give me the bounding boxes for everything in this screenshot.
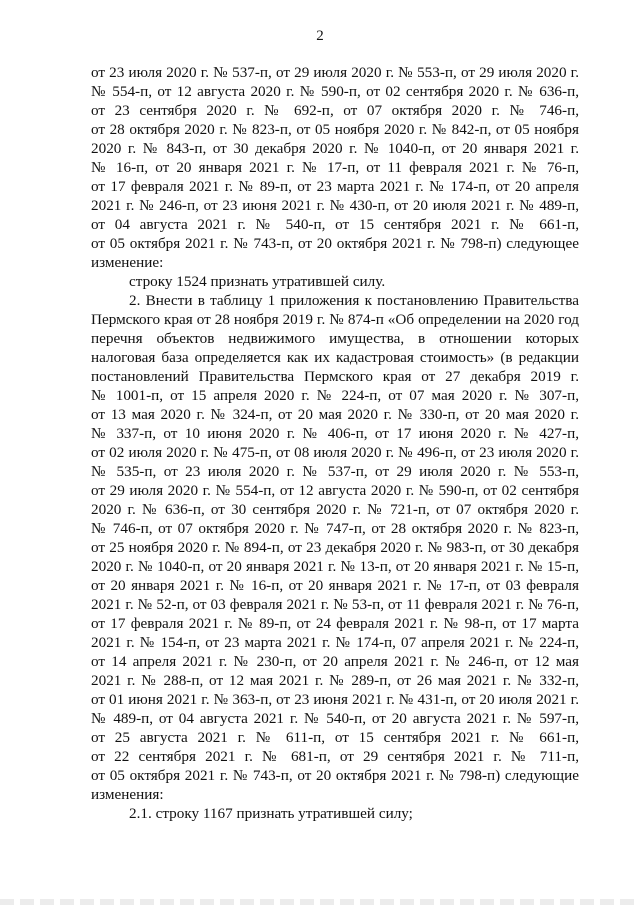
text-line: от 01 июня 2021 г. № 363-п, от 23 июня 2021 г. № 431-п, от 20 июля 2021 г. [91, 691, 579, 708]
text-line: изменение: [91, 254, 164, 271]
text-line: изменения: [91, 786, 164, 803]
document-body [91, 63, 579, 823]
text-line: от 23 сентября 2020 г. № 692-п, от 07 октября 2020 г. № 746-п, [91, 102, 579, 119]
text-line: постановлений Правительства Пермского края от 27 декабря 2019 г. [91, 368, 579, 385]
text-line: от 04 августа 2021 г. № 540-п, от 15 сентября 2021 г. № 661-п, [91, 216, 579, 233]
text-line: от 02 июля 2020 г. № 475-п, от 08 июля 2020 г. № 496-п, от 23 июля 2020 г. [91, 444, 579, 461]
text-line: № 489-п, от 04 августа 2021 г. № 540-п, от 20 августа 2021 г. № 597-п, [91, 710, 579, 727]
text-line: от 25 августа 2021 г. № 611-п, от 15 сентября 2021 г. № 661-п, [91, 729, 579, 746]
text-line: 2021 г. № 154-п, от 23 марта 2021 г. № 174-п, 07 апреля 2021 г. № 224-п, [91, 634, 579, 651]
text-line: от 28 октября 2020 г. № 823-п, от 05 ноября 2020 г. № 842-п, от 05 ноября [91, 121, 579, 138]
page-number: 2 [316, 28, 324, 44]
text-line: от 23 июля 2020 г. № 537-п, от 29 июля 2020 г. № 553-п, от 29 июля 2020 г. [91, 64, 579, 81]
text-line: № 16-п, от 20 января 2021 г. № 17-п, от 11 февраля 2021 г. № 76-п, [91, 159, 579, 176]
text-line: от 25 ноября 2020 г. № 894-п, от 23 декабря 2020 г. № 983-п, от 30 декабря [91, 539, 579, 556]
text-line: 2. Внести в таблицу 1 приложения к постановлению Правительства [129, 292, 579, 309]
text-line: 2021 г. № 52-п, от 03 февраля 2021 г. № 53-п, от 11 февраля 2021 г. № 76-п, [91, 596, 579, 613]
text-line: № 554-п, от 12 августа 2020 г. № 590-п, от 02 сентября 2020 г. № 636-п, [91, 83, 579, 100]
text-line: от 14 апреля 2021 г. № 230-п, от 20 апреля 2021 г. № 246-п, от 12 мая [91, 653, 579, 670]
text-line: № 1001-п, от 15 апреля 2020 г. № 224-п, от 07 мая 2020 г. № 307-п, [91, 387, 579, 404]
text-line: 2020 г. № 636-п, от 30 сентября 2020 г. № 721-п, от 07 октября 2020 г. [91, 501, 579, 518]
text-line: № 337-п, от 10 июня 2020 г. № 406-п, от 17 июня 2020 г. № 427-п, [91, 425, 579, 442]
text-line: от 29 июля 2020 г. № 554-п, от 12 августа 2020 г. № 590-п, от 02 сентября [91, 482, 579, 499]
text-line: от 22 сентября 2021 г. № 681-п, от 29 сентября 2021 г. № 711-п, [91, 748, 579, 765]
text-line: от 17 февраля 2021 г. № 89-п, от 24 февраля 2021 г. № 98-п, от 17 марта [91, 615, 579, 632]
text-line: налоговая база определяется как их кадастровая стоимость» (в редакции [91, 349, 579, 366]
text-line: перечня объектов недвижимого имущества, в отношении которых [91, 330, 579, 347]
text-line: 2020 г. № 843-п, от 30 декабря 2020 г. № 1040-п, от 20 января 2021 г. [91, 140, 579, 157]
text-line: строку 1524 признать утратившей силу. [129, 273, 386, 290]
text-line: от 17 февраля 2021 г. № 89-п, от 23 марта 2021 г. № 174-п, от 20 апреля [91, 178, 579, 195]
text-line: 2020 г. № 1040-п, от 20 января 2021 г. № 13-п, от 20 января 2021 г. № 15-п, [91, 558, 579, 575]
text-line: от 05 октября 2021 г. № 743-п, от 20 октября 2021 г. № 798-п) следующие [91, 767, 579, 784]
text-line: от 05 октября 2021 г. № 743-п, от 20 октября 2021 г. № 798-п) следующее [91, 235, 579, 252]
text-line: 2021 г. № 246-п, от 23 июня 2021 г. № 430-п, от 20 июля 2021 г. № 489-п, [91, 197, 579, 214]
text-line: от 13 мая 2020 г. № 324-п, от 20 мая 2020 г. № 330-п, от 20 мая 2020 г. [91, 406, 579, 423]
scan-bottom-edge [0, 899, 640, 905]
text-line: № 746-п, от 07 октября 2020 г. № 747-п, от 28 октября 2020 г. № 823-п, [91, 520, 579, 537]
text-line: Пермского края от 28 ноября 2019 г. № 874-п «Об определении на 2020 год [91, 311, 579, 328]
text-line: 2.1. строку 1167 признать утратившей силу; [129, 805, 413, 822]
text-line: № 535-п, от 23 июля 2020 г. № 537-п, от 29 июля 2020 г. № 553-п, [91, 463, 579, 480]
text-line: 2021 г. № 288-п, от 12 мая 2021 г. № 289-п, от 26 мая 2021 г. № 332-п, [91, 672, 579, 689]
text-line: от 20 января 2021 г. № 16-п, от 20 января 2021 г. № 17-п, от 03 февраля [91, 577, 579, 594]
